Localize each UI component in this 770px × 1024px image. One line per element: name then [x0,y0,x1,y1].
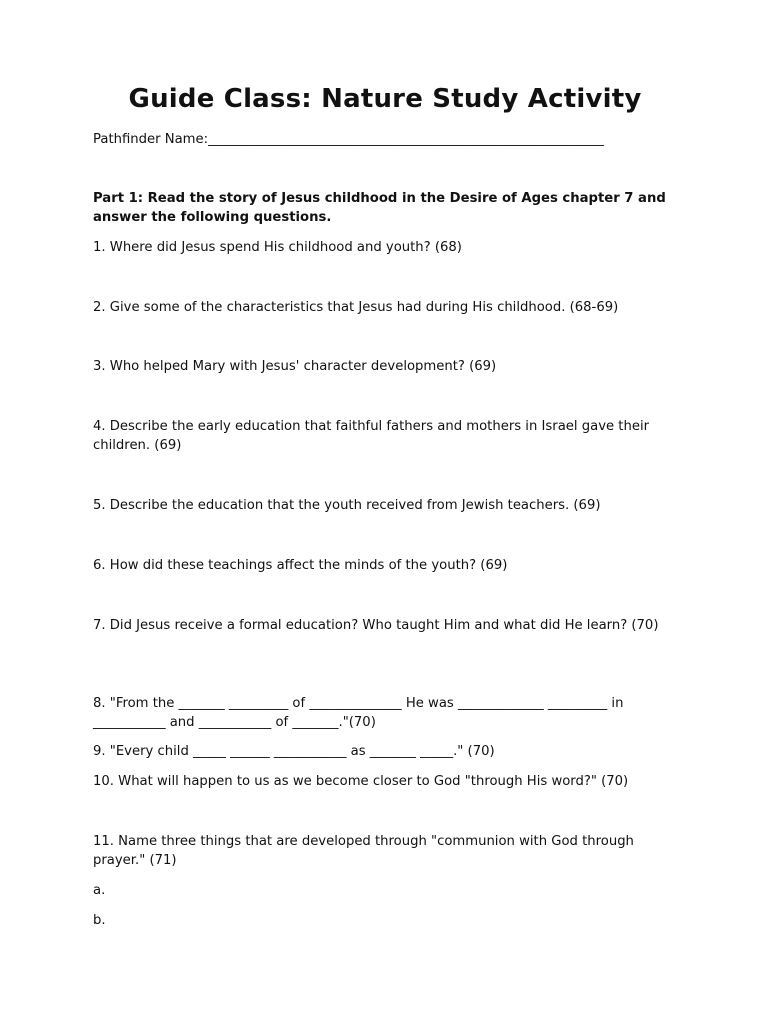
question-3: 3. Who helped Mary with Jesus' character development? (69) [93,359,497,374]
question-4: 4. Describe the early education that faithful fathers and mothers in Israel gave their children. (69) [93,419,650,453]
question-11: 11. Name three things that are developed through "communion with God through prayer." (71) [93,834,634,868]
question-2: 2. Give some of the characteristics that Jesus had during His childhood. (68-69) [93,300,619,315]
question-10: 10. What will happen to us as we become closer to God "through His word?" (70) [93,774,629,789]
question-8: 8. "From the _______ _________ of ______________ He was _____________ _________ in ___________ and ___________ of _______."(70) [93,696,624,730]
answer-label-a: a. [93,883,106,898]
question-7: 7. Did Jesus receive a formal education? Who taught Him and what did He learn? (70) [93,618,659,633]
part1-heading: Part 1: Read the story of Jesus childhood in the Desire of Ages chapter 7 and answer the following questions. [93,191,666,225]
answer-label-b: b. [93,913,106,928]
question-1: 1. Where did Jesus spend His childhood and youth? (68) [93,240,462,255]
pathfinder-name-field: Pathfinder Name:____________________________________________________________ [93,132,604,147]
question-5: 5. Describe the education that the youth received from Jewish teachers. (69) [93,498,601,513]
question-6: 6. How did these teachings affect the minds of the youth? (69) [93,558,508,573]
page-title: Guide Class: Nature Study Activity [128,84,642,114]
question-9: 9. "Every child _____ ______ ___________ as _______ _____." (70) [93,744,495,759]
